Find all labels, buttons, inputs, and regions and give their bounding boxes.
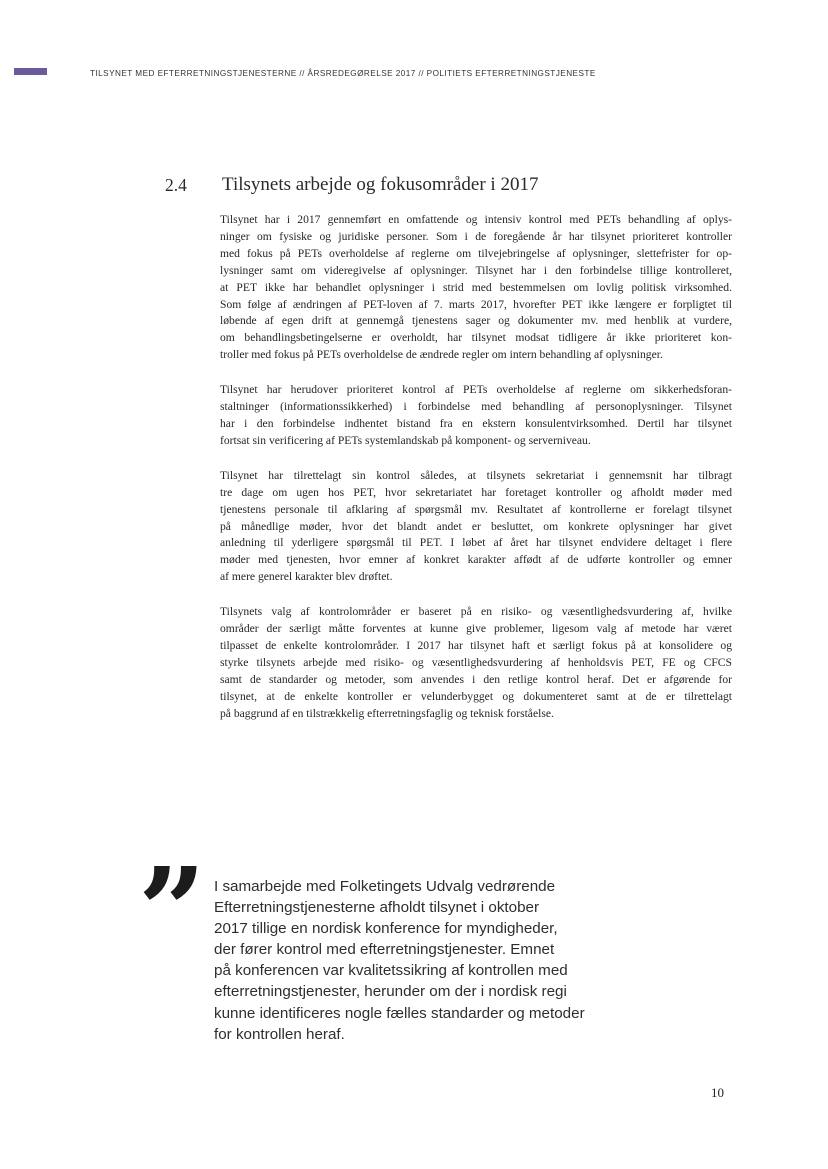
paragraph-line: løbende af egen drift at gennemgå tjenestens sager og dokumenter mv. med henblik at vurdere, xyxy=(220,314,732,328)
pull-quote-line: for kontrollen heraf. xyxy=(214,1025,345,1043)
paragraph-line: anledning til yderligere spørgsmål til PET. I løbet af året har tilsynet endvidere deltaget i flere xyxy=(220,536,732,550)
paragraph-line: lysninger samt om videregivelse af oplysninger. Tilsynet har i den forbindelse tillige kontrolleret, xyxy=(220,263,732,277)
paragraph-line: at PET ikke har behandlet oplysninger i strid med bestemmelsen om lovlig politisk virksomhed. xyxy=(220,280,732,294)
section-title: Tilsynets arbejde og fokusområder i 2017 xyxy=(222,174,539,195)
pull-quote-line: der fører kontrol med efterretningstjenester. Emnet xyxy=(214,941,555,959)
paragraph-line: tilpasset de enkelte kontrolområder. I 2017 har tilsynet haft et særligt fokus på at konsolidere og xyxy=(220,638,732,652)
pull-quote-line: 2017 tillige en nordisk konference for myndigheder, xyxy=(214,920,558,938)
paragraph-2 xyxy=(220,382,732,450)
paragraph-line: på baggrund af en tilstrækkelig efterretningsfaglig og teknisk forståelse. xyxy=(220,706,554,720)
accent-bar xyxy=(14,68,47,75)
pull-quote-line: kunne identificeres nogle fælles standarder og metoder xyxy=(214,1004,585,1022)
paragraph-line: om behandlingsbetingelserne er overholdt, har tilsynet modsat tidligere år ikke prioriteret kon- xyxy=(220,331,732,345)
paragraph-line: troller med fokus på PETs overholdelse de ændrede regler om intern behandling af oplysninger. xyxy=(220,348,663,362)
paragraph-line: på månedlige møder, hvor det blandt andet er besluttet, om konkrete oplysninger har givet xyxy=(220,519,732,533)
pull-quote-line: I samarbejde med Folketingets Udvalg vedrørende xyxy=(214,878,556,895)
paragraph-line: staltninger (informationssikkerhed) i forbindelse med behandling af personoplysninger. Tilsynet xyxy=(220,400,732,414)
paragraph-line: har i den forbindelse indhentet bistand fra en ekstern konsulentvirksomhed. Dertil har tilsynet xyxy=(220,416,732,430)
paragraph-line: fortsat sin verificering af PETs systemlandskab på komponent- og serverniveau. xyxy=(220,433,591,447)
paragraph-1 xyxy=(220,212,732,364)
paragraph-line: samt de standarder og metoder, som anvendes i den retlige kontrol heraf. Det er afgørende for xyxy=(220,672,732,686)
page-number: 10 xyxy=(711,1085,724,1100)
paragraph-4 xyxy=(220,604,732,722)
paragraph-line: møder med tjenesten, hvor emner af konkret karakter affødt af de udførte kontroller og emner xyxy=(220,553,732,567)
paragraph-line: Tilsynet har herudover prioriteret kontrol af PETs overholdelse af reglerne om sikkerhedsforan- xyxy=(220,383,732,397)
paragraph-line: Som følge af ændringen af PET-loven af 7. marts 2017, hvorefter PET ikke længere er forpligtet til xyxy=(220,297,732,311)
paragraph-line: tre dage om ugen hos PET, hvor sekretariatet har foretaget kontroller og afholdt møder med xyxy=(220,485,732,499)
paragraph-line: områder der særligt måtte forventes at kunne give problemer, ligesom valg af metode har været xyxy=(220,622,732,636)
paragraph-line: med fokus på PETs overholdelse af reglerne om tilvejebringelse af oplysninger, slettefrister for op- xyxy=(220,246,732,260)
pull-quote-line: Efterretningstjenesterne afholdt tilsynet i oktober xyxy=(214,899,540,917)
paragraph-line: Tilsynet har i 2017 gennemført en omfattende og intensiv kontrol med PETs behandling af oplys- xyxy=(220,213,732,226)
paragraph-line: ninger om fysiske og juridiske personer. Som i de foregående år har tilsynet prioriteret kontroller xyxy=(220,229,732,243)
paragraph-line: Tilsynet har tilrettelagt sin kontrol således, at tilsynets sekretariat i gennemsnit har tilbragt xyxy=(220,468,732,482)
paragraph-line: tilsynet, at de enkelte kontroller er velunderbygget og dokumenteret samt at de er tilrettelagt xyxy=(220,689,732,703)
section-number: 2.4 xyxy=(165,175,187,195)
running-header: TILSYNET MED EFTERRETNINGSTJENESTERNE // ÅRSREDEGØRELSE 2017 // POLITIETS EFTERRETNINGSTJENESTE xyxy=(90,69,596,78)
body-text xyxy=(220,212,732,740)
pull-quote xyxy=(214,876,614,1045)
quote-mark-icon: ” xyxy=(138,841,206,980)
paragraph-line: af mere generel karakter blev drøftet. xyxy=(220,570,393,584)
paragraph-line: Tilsynets valg af kontrolområder er baseret på en risiko- og væsentlighedsvurdering af, hvilke xyxy=(220,605,732,619)
pull-quote-line: på konferencen var kvalitetssikring af kontrollen med xyxy=(214,962,568,980)
paragraph-3 xyxy=(220,468,732,586)
paragraph-line: styrke tilsynets arbejde med risiko- og væsentlighedsvurdering af henholdsvis PET, FE og CFCS xyxy=(220,655,732,669)
paragraph-line: tjenestens personale til afklaring af spørgsmål mv. Resultatet af kontrollerne er forelagt tilsynet xyxy=(220,502,732,516)
pull-quote-line: efterretningstjenester, herunder om der i nordisk regi xyxy=(214,983,567,1001)
